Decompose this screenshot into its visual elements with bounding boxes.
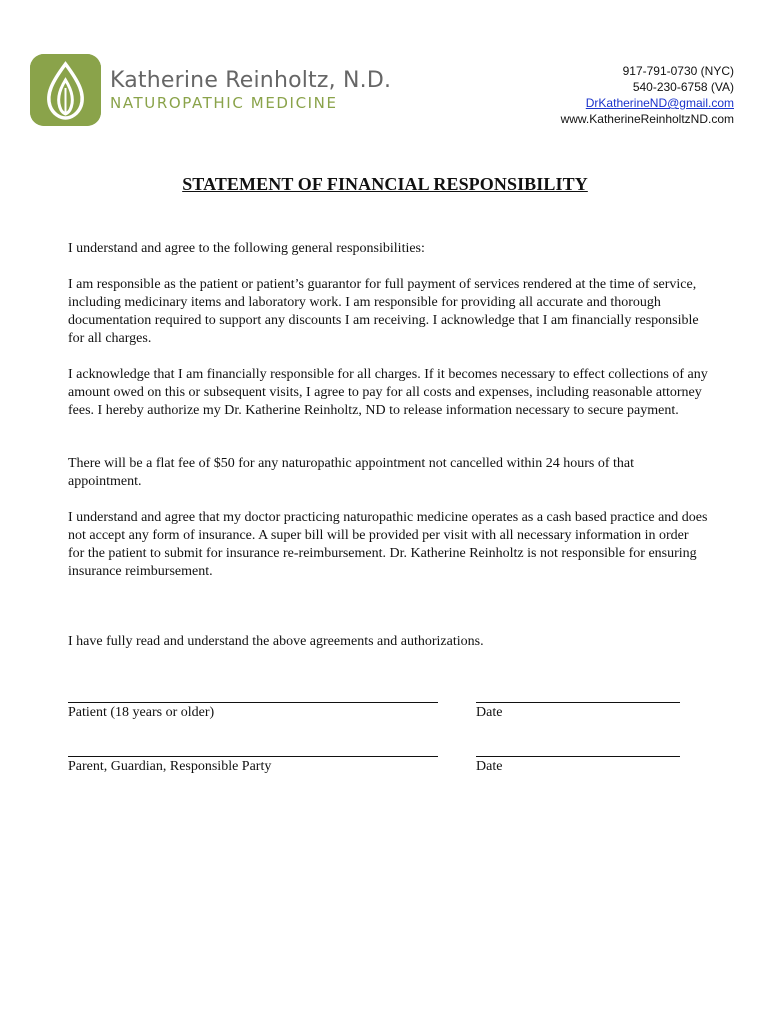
patient-signature-label: Patient (18 years or older) [68, 705, 215, 720]
patient-date-line[interactable] [476, 702, 680, 703]
flame-leaf-icon [30, 54, 101, 126]
contact-block [561, 63, 734, 127]
paragraph-text: I acknowledge that I am financially responsible for all charges. If it becomes necessary to effect collections of any amount owed on this or subsequent visits, I agree to pay for all costs and expenses, including reasonable attorney fees. I hereby authorize my Dr. Katherine Reinholtz, ND to release information necessary to secure payment. [68, 367, 708, 418]
paragraph-cancellation-fee [68, 455, 708, 491]
guardian-signature-label: Parent, Guardian, Responsible Party [68, 759, 272, 774]
paragraph-insurance [68, 509, 708, 581]
phone-nyc: 917-791-0730 (NYC) [622, 64, 734, 78]
logo-icon [30, 54, 101, 126]
website-text: www.KatherineReinholtzND.com [560, 112, 734, 126]
intro-text: I understand and agree to the following general responsibilities: [68, 241, 425, 256]
paragraph-text: I understand and agree that my doctor practicing naturopathic medicine operates as a cash based practice and does not accept any form of insurance. A super bill will be provided per visit with all necessary information in order for the patient to submit for insurance re-reimbursement. Dr. Katherine Reinholtz is not responsible for ensuring insurance reimbursement. [68, 510, 708, 579]
phone-va: 540-230-6758 (VA) [632, 80, 734, 94]
paragraph-text: I am responsible as the patient or patient’s guarantor for full payment of services rendered at the time of service, including medicinary items and laboratory work. I am responsible for providing all accurate and thorough documentation required to support any discounts I am receiving. I acknowledge that I am financially responsible for all charges. [68, 277, 699, 346]
guardian-date-line[interactable] [476, 756, 680, 757]
guardian-signature-line[interactable] [68, 756, 438, 757]
acknowledgement-paragraph [68, 633, 708, 651]
document-title: STATEMENT OF FINANCIAL RESPONSIBILITY [182, 174, 588, 194]
paragraph-collections [68, 366, 708, 420]
brand-tagline: NATUROPATHIC MEDICINE [110, 94, 338, 112]
patient-signature-line[interactable] [68, 702, 438, 703]
paragraph-payment [68, 276, 708, 348]
intro-paragraph [68, 240, 708, 258]
guardian-date-label: Date [476, 759, 503, 774]
brand-name: Katherine Reinholtz, N.D. [110, 68, 392, 93]
email-link[interactable]: DrKatherineND@gmail.com [585, 96, 734, 110]
acknowledgement-text: I have fully read and understand the above agreements and authorizations. [68, 634, 484, 649]
patient-date-label: Date [476, 705, 503, 720]
paragraph-text: There will be a flat fee of $50 for any naturopathic appointment not cancelled within 24 hours of that appointment. [68, 456, 635, 489]
